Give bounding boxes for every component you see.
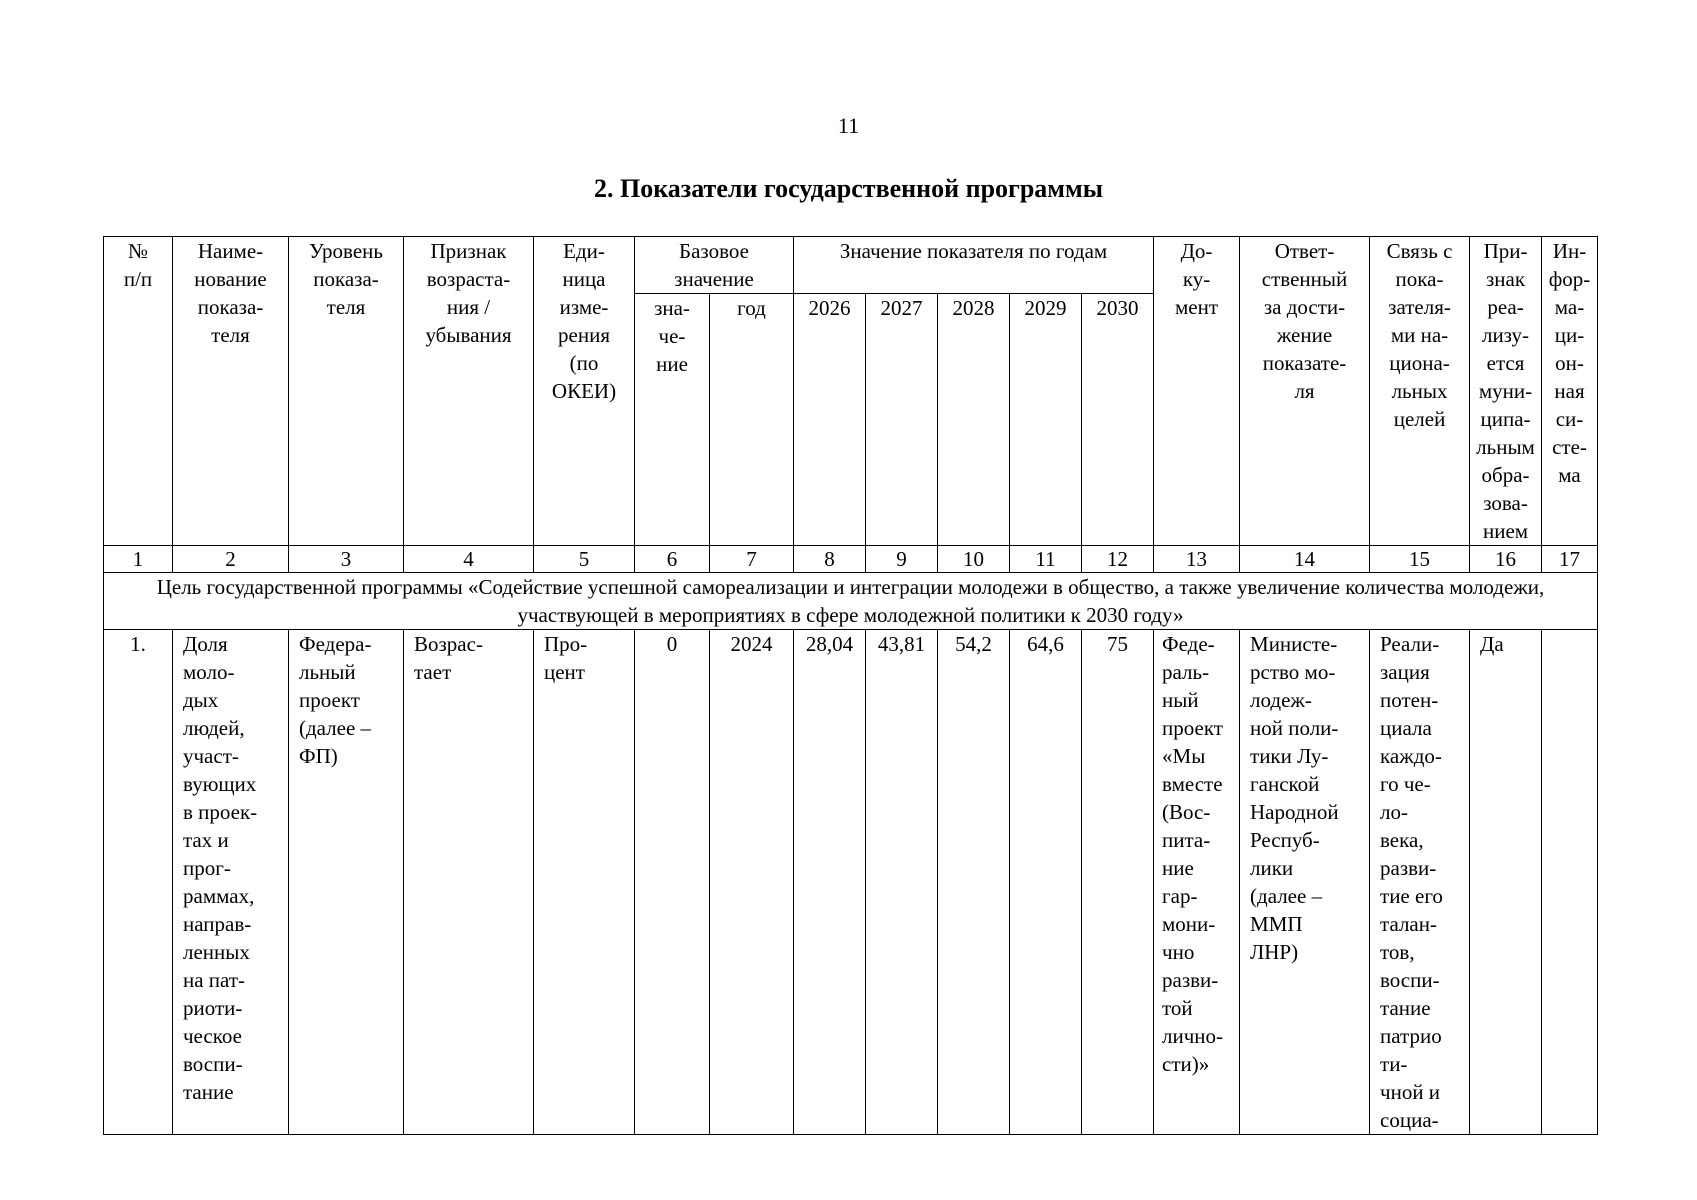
header-year: 2029 bbox=[1010, 294, 1082, 546]
indicator-trend: Возрас- тает bbox=[404, 630, 534, 1135]
header-year: 2030 bbox=[1082, 294, 1154, 546]
column-number: 7 bbox=[710, 546, 794, 573]
value-2026: 28,04 bbox=[794, 630, 866, 1135]
header-national-link: Связь с пока- зателя- ми на- циона- льных целей bbox=[1370, 237, 1470, 546]
column-number: 16 bbox=[1470, 546, 1542, 573]
header-info-system: Ин- фор- ма- ци- он- ная си- сте- ма bbox=[1542, 237, 1598, 546]
header-name: Наиме- нование показа- теля bbox=[173, 237, 289, 546]
column-number: 14 bbox=[1240, 546, 1370, 573]
header-num: № п/п bbox=[104, 237, 173, 546]
column-number: 8 bbox=[794, 546, 866, 573]
table-row bbox=[104, 630, 1598, 1135]
column-number: 2 bbox=[173, 546, 289, 573]
value-2028: 54,2 bbox=[938, 630, 1010, 1135]
municipal-flag: Да bbox=[1470, 630, 1542, 1135]
national-goal-link: Реали- зация потен- циала каждо- го че- ло- века, разви- тие его талан- тов, воспи- тание патрио ти- чной и социа- bbox=[1370, 630, 1470, 1135]
header-row-1 bbox=[104, 237, 1598, 294]
header-responsible: Ответ- ственный за дости- жение показате- ля bbox=[1240, 237, 1370, 546]
column-number: 12 bbox=[1082, 546, 1154, 573]
row-number: 1. bbox=[104, 630, 173, 1135]
base-year: 2024 bbox=[710, 630, 794, 1135]
column-number: 9 bbox=[866, 546, 938, 573]
value-2030: 75 bbox=[1082, 630, 1154, 1135]
header-year: 2028 bbox=[938, 294, 1010, 546]
base-value: 0 bbox=[635, 630, 710, 1135]
page-number: 11 bbox=[837, 113, 860, 138]
header-unit: Еди- ница изме- рения (по ОКЕИ) bbox=[534, 237, 635, 546]
column-numbers-row bbox=[104, 546, 1598, 573]
header-level: Уровень показа- теля bbox=[289, 237, 404, 546]
header-base-group: Базовое значение bbox=[635, 237, 794, 294]
column-number: 6 bbox=[635, 546, 710, 573]
goal-row bbox=[104, 573, 1598, 630]
header-base-value: зна- че- ние bbox=[635, 294, 710, 546]
header-base-year: год bbox=[710, 294, 794, 546]
column-number: 17 bbox=[1542, 546, 1598, 573]
column-number: 3 bbox=[289, 546, 404, 573]
indicator-name: Доля моло- дых людей, участ- вующих в проек- тах и прог- раммах, направ- ленных на пат- риоти- ческое воспи- тание bbox=[173, 630, 289, 1135]
header-municipal: При- знак реа- лизу- ется муни- ципа- льным обра- зова- нием bbox=[1470, 237, 1542, 546]
indicator-level: Федера- льный проект (далее – ФП) bbox=[289, 630, 404, 1135]
header-years-group: Значение показателя по годам bbox=[794, 237, 1154, 294]
program-goal: Цель государственной программы «Содействие успешной самореализации и интеграции молодежи в общество, а также увеличение количества молодежи, участвующей в мероприятиях в сфере молодежной политики к 2030 году» bbox=[104, 573, 1598, 630]
indicators-table bbox=[103, 236, 1598, 1135]
info-system bbox=[1542, 630, 1598, 1135]
indicator-unit: Про- цент bbox=[534, 630, 635, 1135]
header-year: 2027 bbox=[866, 294, 938, 546]
header-document: До- ку- мент bbox=[1154, 237, 1240, 546]
indicator-responsible: Министе- рство мо- лодеж- ной поли- тики Лу- ганской Народной Респуб- лики (далее – ММП ЛНР) bbox=[1240, 630, 1370, 1135]
value-2029: 64,6 bbox=[1010, 630, 1082, 1135]
column-number: 5 bbox=[534, 546, 635, 573]
column-number: 10 bbox=[938, 546, 1010, 573]
value-2027: 43,81 bbox=[866, 630, 938, 1135]
header-year: 2026 bbox=[794, 294, 866, 546]
column-number: 13 bbox=[1154, 546, 1240, 573]
header-trend: Признак возраста- ния / убывания bbox=[404, 237, 534, 546]
column-number: 4 bbox=[404, 546, 534, 573]
column-number: 15 bbox=[1370, 546, 1470, 573]
section-title: 2. Показатели государственной программы bbox=[593, 174, 1104, 203]
indicator-document: Феде- раль- ный проект «Мы вместе (Вос- пита- ние гар- мони- чно разви- той личнo- сти)» bbox=[1154, 630, 1240, 1135]
column-number: 11 bbox=[1010, 546, 1082, 573]
column-number: 1 bbox=[104, 546, 173, 573]
